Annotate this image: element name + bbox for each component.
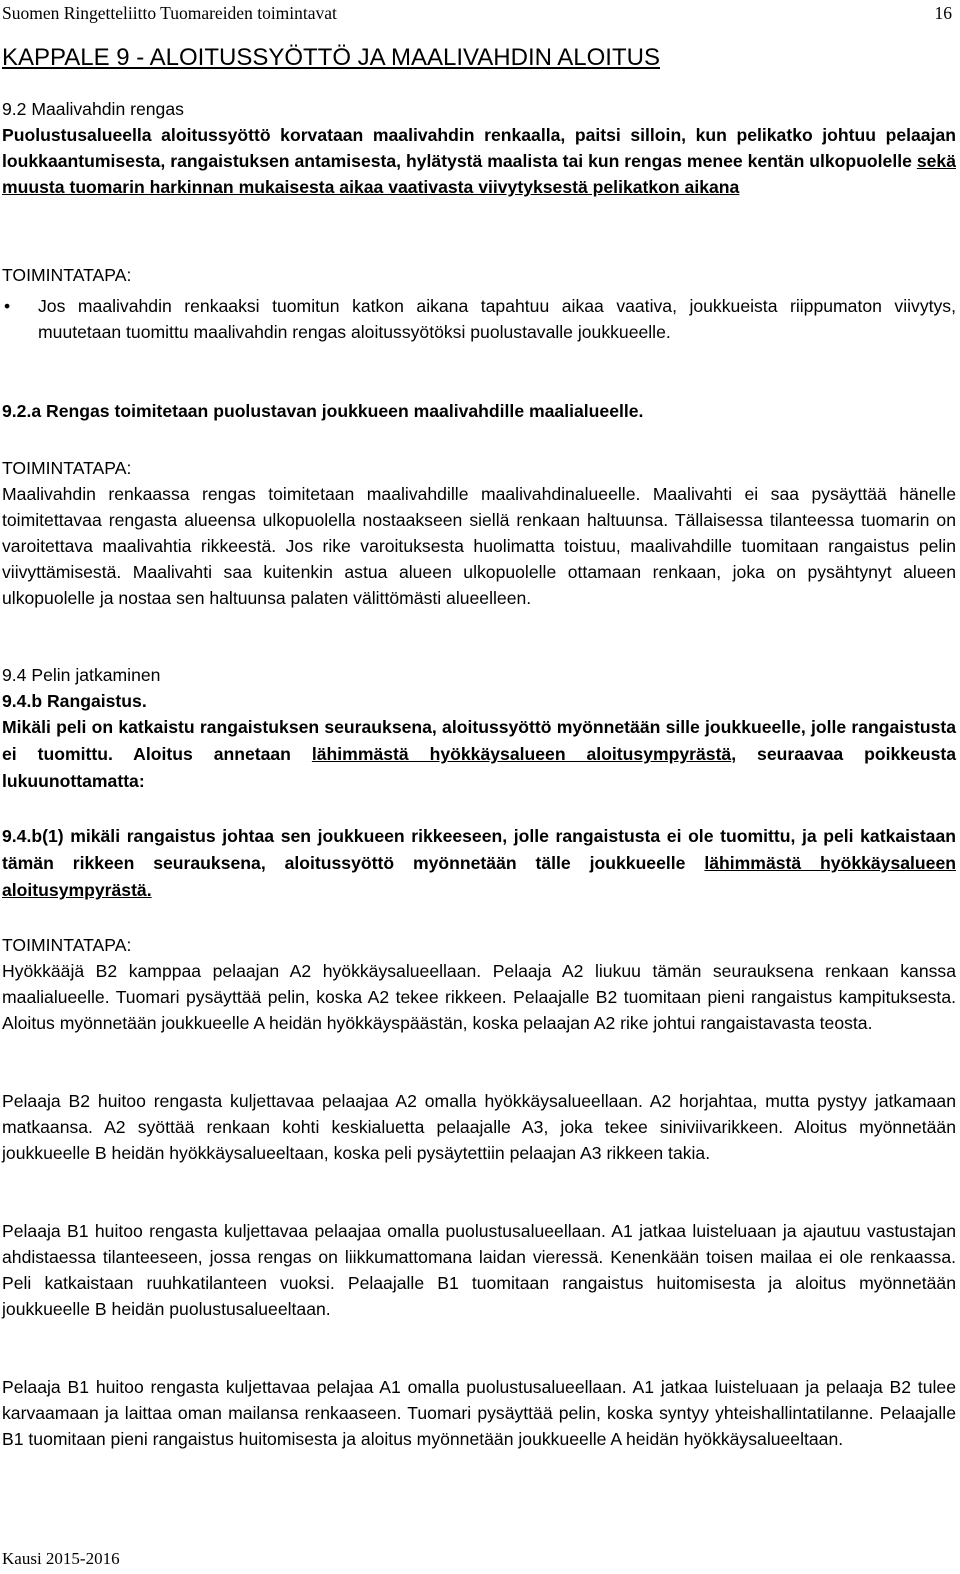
rule-text-underlined: lähimmästä hyökkäysalueen aloitusympyrästä — [311, 744, 732, 764]
section-9-4-b-1 — [2, 823, 956, 904]
rule-text-part: , seuraavaa poikkeusta lukuunottamatta: — [2, 744, 956, 791]
organization-name: Suomen Ringetteliitto Tuomareiden toimintavat — [2, 3, 337, 23]
page-footer: Kausi 2015-2016 — [2, 1549, 120, 1568]
rule-text-underlined: sekä muusta tuomarin harkinnan mukaisesta aikaa vaativasta viivytyksestä pelikatkon aikana — [2, 151, 956, 197]
rule-text-part: Puolustusalueella aloitussyöttö korvataan maalivahdin renkaalla, paitsi silloin, kun pelikatko johtuu pelaajan loukkaantumisesta, rangaistuksen antamisesta, hylätystä maalista tai kun rengas menee kentän ulkopuolelle — [2, 125, 956, 171]
procedure-label: TOIMINTATAPA: — [2, 265, 132, 285]
section-9-2 — [2, 96, 956, 200]
procedure-label: TOIMINTATAPA: — [2, 935, 132, 955]
procedure-9-2-a — [2, 455, 956, 611]
section-heading: 9.2.a Rengas toimitetaan puolustavan joukkueen maalivahdille maalialueelle. — [2, 401, 644, 421]
bullet-icon: • — [4, 296, 11, 316]
section-heading: 9.4 Pelin jatkaminen — [2, 665, 161, 685]
example-paragraph: Hyökkääjä B2 kamppaa pelaajan A2 hyökkäysalueellaan. Pelaaja A2 liukuu tämän seurauksena renkaan kanssa maalialueelle. Tuomari pysäyttää pelin, koska A2 tekee rikkeen. Pelaajalle B2 tuomitaan pieni rangaistus kampituksesta. Aloitus myönnetään joukkueelle A heidän hyökkäyspäästän, koska pelaajan A2 rike johtui rangaistavasta teosta. — [2, 961, 956, 1033]
rule-text — [2, 122, 956, 200]
page-header — [2, 2, 956, 24]
example-block — [2, 1374, 956, 1452]
section-heading: 9.2 Maalivahdin rengas — [2, 99, 184, 119]
example-paragraph: Pelaaja B2 huitoo rengasta kuljettavaa pelaajaa A2 omalla hyökkäysalueellaan. A2 horjahtaa, mutta pystyy jatkamaan matkaansa. A2 syöttää renkaan kohti keskialuetta pelaajalle A3, joka tekee siniviivarikkeen. Aloitus myönnetään joukkueelle B heidän hyökkäysalueeltaan, koska peli pysäytettiin pelaajan A3 rikkeen takia. — [2, 1091, 956, 1163]
rule-text-part: Mikäli peli on katkaistu rangaistuksen seurauksena, aloitussyöttö myönnetään sille joukkueelle, jolle rangaistusta ei tuomittu. Aloitus annetaan — [2, 717, 956, 764]
procedure-9-4-b-1 — [2, 932, 956, 1036]
rule-text-underlined: lähimmästä hyökkäysalueen aloitusympyrästä. — [2, 853, 956, 900]
procedure-label: TOIMINTATAPA: — [2, 458, 132, 478]
chapter-title: KAPPALE 9 - ALOITUSSYÖTTÖ JA MAALIVAHDIN ALOITUS — [2, 44, 660, 71]
example-block — [2, 1088, 956, 1166]
rule-text — [2, 714, 956, 795]
rule-text — [2, 823, 956, 904]
section-9-4 — [2, 662, 956, 795]
example-paragraph: Pelaaja B1 huitoo rengasta kuljettavaa pelajaa A1 omalla puolustusalueellaan. A1 jatkaa luisteluaan ja pelaaja B2 tulee karvaamaan ja laittaa oman mailansa renkaaseen. Tuomari pysäyttää pelin, koska syntyy yhteishallintatilanne. Pelaajalle B1 tuomitaan pieni rangaistus huitomisesta ja aloitus myönnetään joukkueelle A heidän hyökkäysalueeltaan. — [2, 1377, 956, 1449]
subsection-heading: 9.4.b Rangaistus. — [2, 691, 147, 711]
bullet-text: Jos maalivahdin renkaaksi tuomitun katkon aikana tapahtuu aikaa vaativa, joukkueista riippumaton viivytys, muutetaan tuomittu maalivahdin rengas aloitussyötöksi puolustavalle joukkueelle. — [38, 296, 956, 342]
example-block — [2, 1218, 956, 1322]
example-paragraph: Pelaaja B1 huitoo rengasta kuljettavaa pelaajaa omalla puolustusalueellaan. A1 jatkaa luisteluaan ja ajautuu vastustajan ahdistaessa tilanteeseen, jossa rengas on liikkumattomana laidan vieressä. Kenenkään toisen mailaa ei ole renkaassa. Peli katkaistaan ruuhkatilanteen vuoksi. Pelaajalle B1 tuomitaan rangaistus huitomisesta ja aloitus myönnetään joukkueelle B heidän puolustusalueeltaan. — [2, 1221, 956, 1319]
rule-text-part: 9.4.b(1) mikäli rangaistus johtaa sen joukkueen rikkeeseen, jolle rangaistusta ei ole tuomittu, ja peli katkaistaan tämän rikkeen seurauksena, aloitussyöttö myönnetään tälle joukkueelle — [2, 826, 956, 873]
page-number: 16 — [934, 3, 952, 23]
procedure-9-2 — [2, 262, 956, 345]
bullet-item — [2, 293, 956, 345]
procedure-text: Maalivahdin renkaassa rengas toimitetaan maalivahdille maalivahdinalueelle. Maalivahti ei saa pysäyttää hänelle toimitettavaa rengasta alueensa ulkopuolella nostaakseen siellä renkaan haltuunsa. Tällaisessa tilanteessa tuomarin on varoitettava maalivahtia rikkeestä. Jos rike varoituksesta huolimatta toistuu, maalivahdille tuomitaan rangaistus pelin viivyttämisestä. Maalivahti saa kuitenkin astua alueen ulkopuolelle ottamaan renkaan, joka on pysähtynyt alueen ulkopuolelle ja nostaa sen haltuunsa palaten välittömästi alueelleen. — [2, 484, 956, 608]
section-9-2-a — [2, 398, 956, 424]
